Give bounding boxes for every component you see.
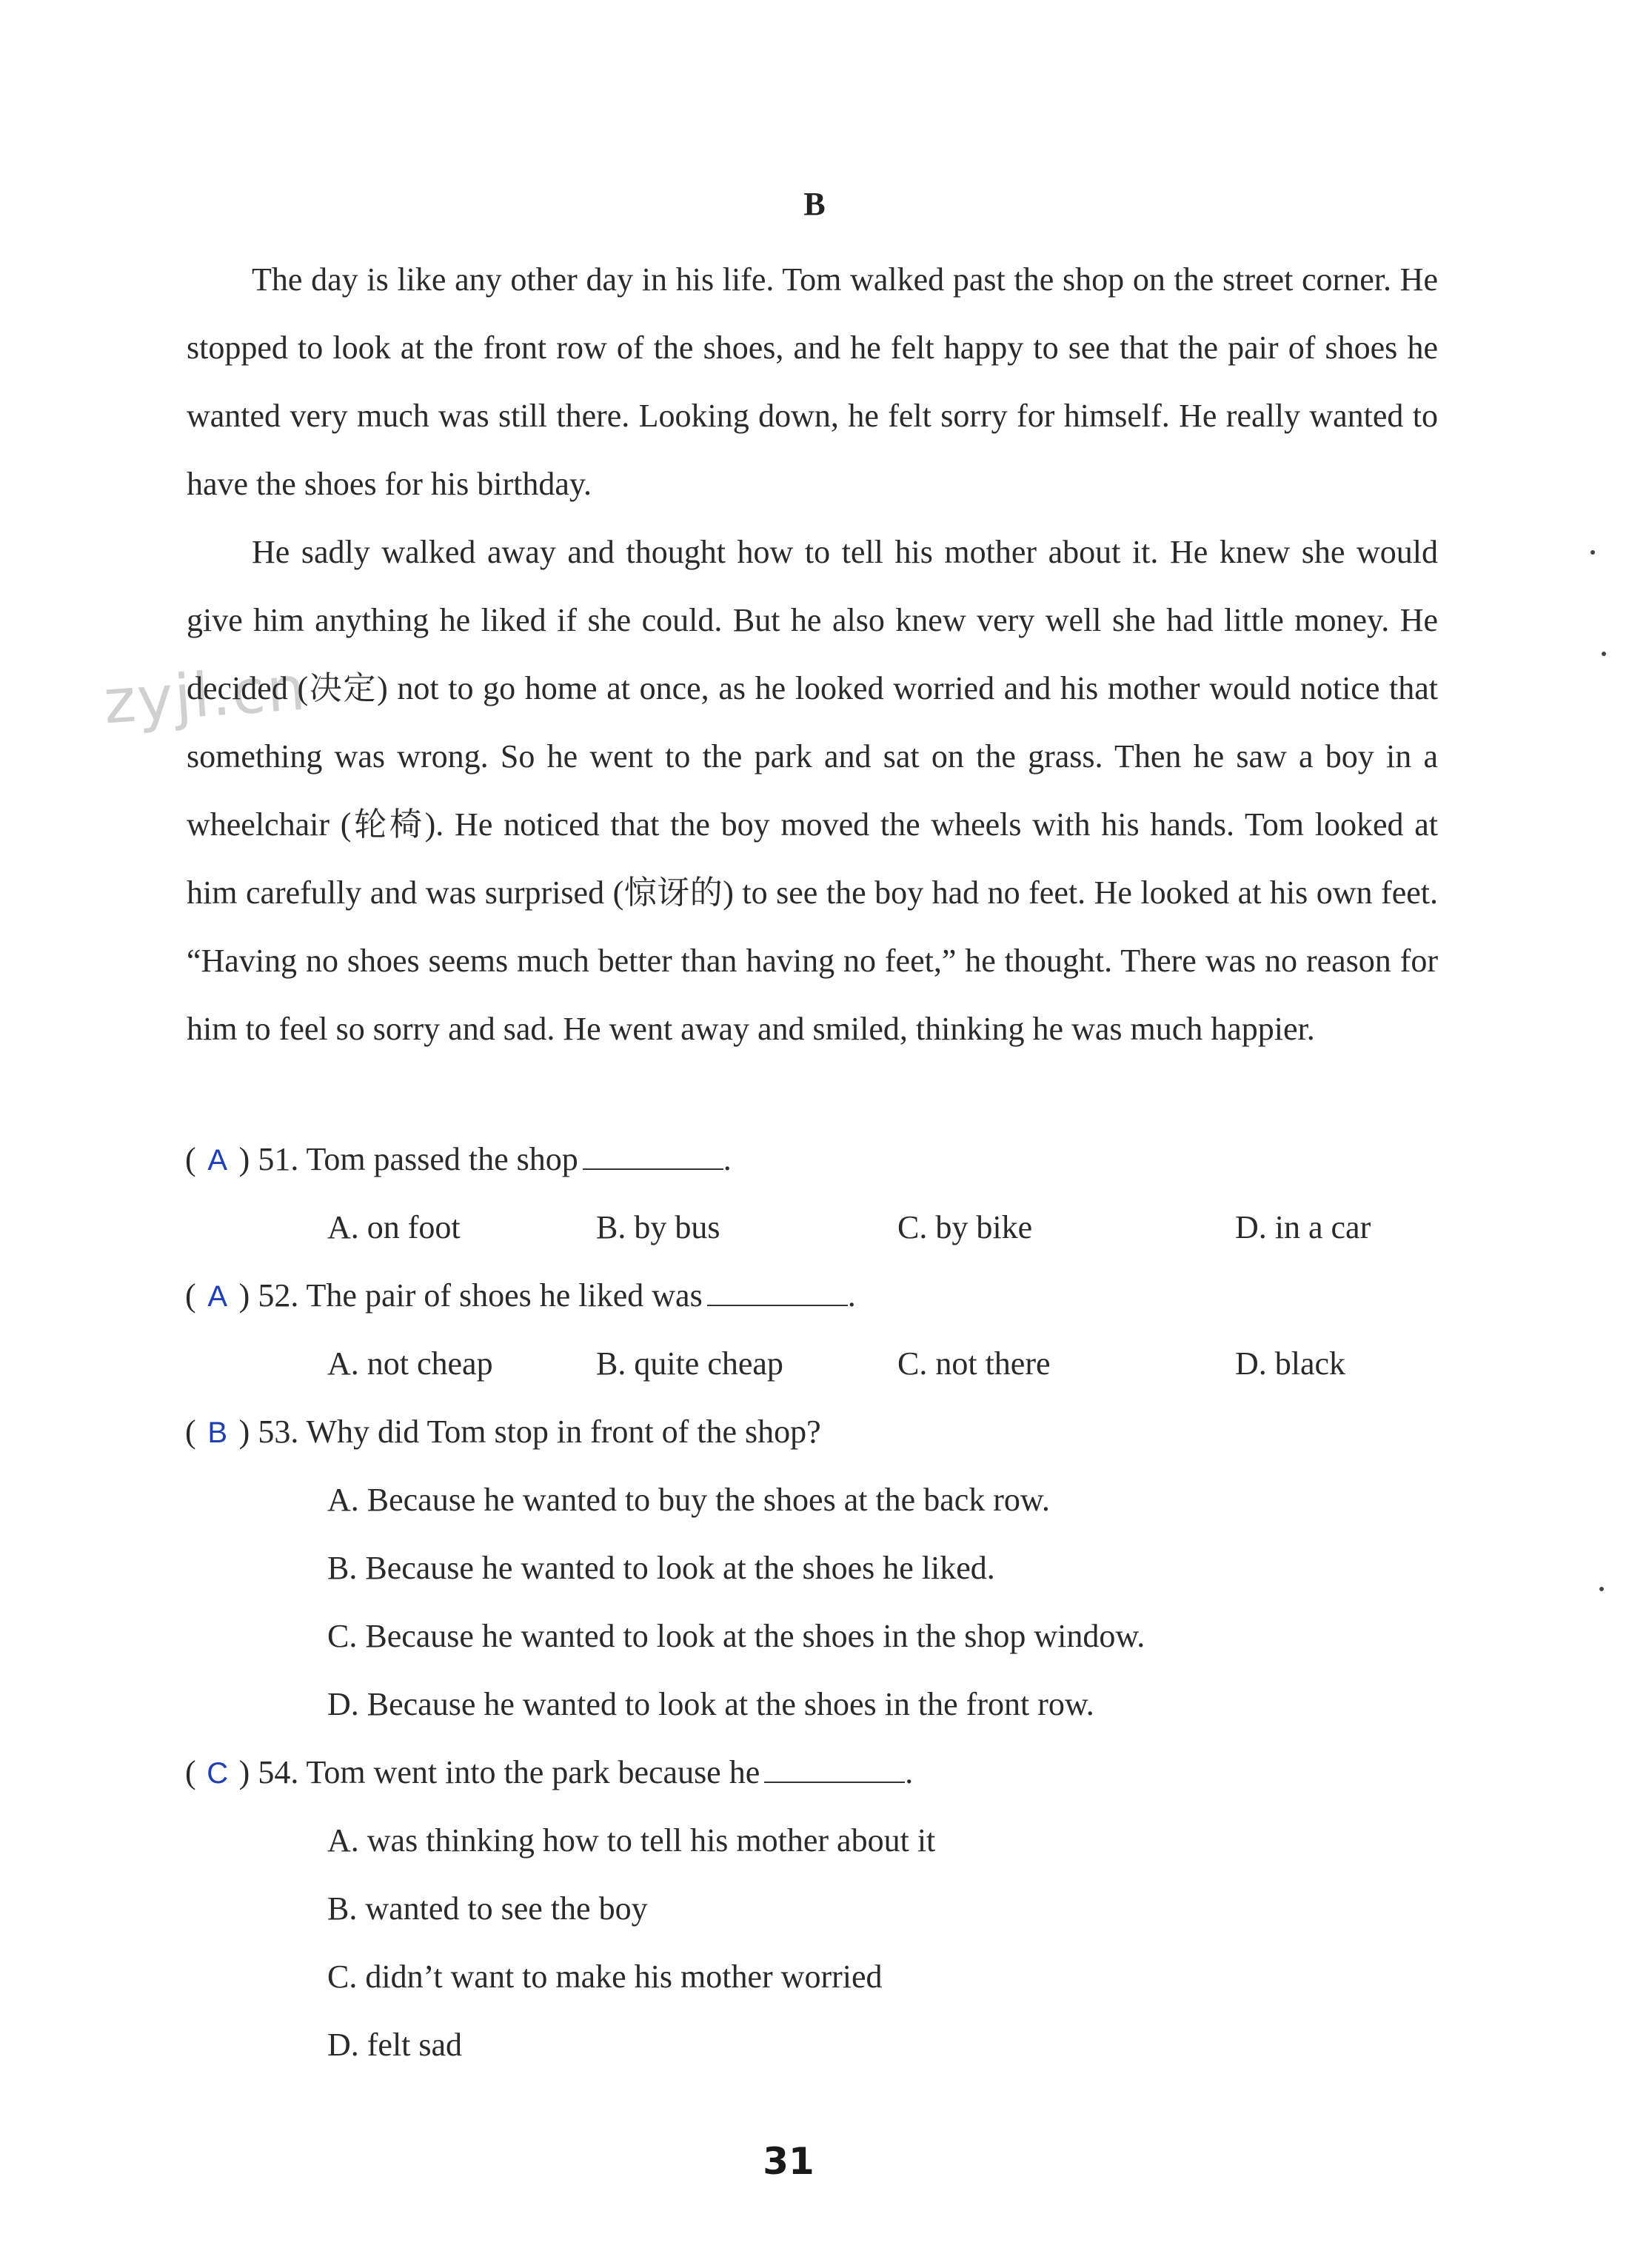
question-52-stem bbox=[185, 1262, 1444, 1330]
passage-paragraph-1: The day is like any other day in his life. Tom walked past the shop on the street corner. He stopped to look at the front row of the shoes, and he felt happy to see that the pair of shoes he wanted very much was still there. Looking down, he felt sorry for himself. He really wanted to have the shoes for his birthday. bbox=[187, 261, 1438, 502]
option-c: C. Because he wanted to look at the shoes in the shop window. bbox=[327, 1618, 1145, 1654]
question-53-answer: B bbox=[207, 1416, 227, 1449]
answer-blank bbox=[764, 1759, 905, 1783]
question-53-stem bbox=[185, 1398, 1444, 1466]
open-paren: ( bbox=[185, 1414, 196, 1450]
question-54-end: . bbox=[905, 1754, 914, 1790]
option-d: D. black bbox=[1235, 1345, 1346, 1382]
option-d: D. felt sad bbox=[327, 2027, 463, 2063]
question-51-options bbox=[185, 1194, 1444, 1262]
option-a: A. was thinking how to tell his mother about it bbox=[327, 1822, 936, 1859]
answer-blank bbox=[707, 1282, 848, 1306]
reading-passage bbox=[187, 246, 1438, 1063]
question-51-end: . bbox=[723, 1141, 732, 1177]
page-number: 31 bbox=[763, 2140, 814, 2183]
section-title: B bbox=[803, 186, 826, 222]
question-list bbox=[185, 1125, 1444, 2079]
scan-speck bbox=[1590, 550, 1595, 555]
question-51-text: Tom passed the shop bbox=[306, 1141, 578, 1177]
option-d: D. in a car bbox=[1235, 1209, 1371, 1245]
option-b: B. wanted to see the boy bbox=[327, 1890, 648, 1927]
option-a: A. not cheap bbox=[327, 1345, 493, 1382]
question-52-answer: A bbox=[207, 1280, 227, 1313]
option-c: C. didn’t want to make his mother worried bbox=[327, 1958, 883, 1995]
option-c: C. by bike bbox=[897, 1209, 1033, 1245]
question-53-number: 53. bbox=[258, 1414, 299, 1450]
question-51-number: 51. bbox=[258, 1141, 299, 1177]
option-b: B. quite cheap bbox=[596, 1345, 783, 1382]
question-52-text: The pair of shoes he liked was bbox=[306, 1277, 703, 1314]
option-b: B. by bus bbox=[596, 1209, 720, 1245]
answer-blank bbox=[583, 1146, 723, 1170]
question-54-stem bbox=[185, 1739, 1444, 1807]
question-54-number: 54. bbox=[258, 1754, 299, 1790]
passage-paragraph-2: He sadly walked away and thought how to tell his mother about it. He knew she would give him anything he liked if she could. But he also knew very well she had little money. He decided (决定) not to go home at once, as he looked worried and his mother would notice that something was wrong. So he went to the park and sat on the grass. Then he saw a boy in a wheelchair (轮椅). He noticed that the boy moved the wheels with his hands. Tom looked at him carefully and was surprised (惊讶的) to see the boy had no feet. He looked at his own feet. “Having no shoes seems much better than having no feet,” he thought. There was no reason for him to feel so sorry and sad. He went away and smiled, thinking he was much happier. bbox=[187, 534, 1438, 1047]
question-53-text: Why did Tom stop in front of the shop? bbox=[306, 1414, 821, 1450]
scan-speck bbox=[1602, 652, 1606, 656]
scan-speck bbox=[1599, 1587, 1604, 1591]
question-51-stem bbox=[185, 1125, 1444, 1194]
option-a: A. on foot bbox=[327, 1209, 461, 1245]
close-paren: ) bbox=[238, 1754, 250, 1790]
question-52-end: . bbox=[847, 1277, 856, 1314]
option-d: D. Because he wanted to look at the shoes in the front row. bbox=[327, 1686, 1094, 1722]
question-52-number: 52. bbox=[258, 1277, 299, 1314]
watermark-logo: zyjl.cn bbox=[101, 653, 310, 738]
question-51-answer: A bbox=[207, 1144, 227, 1177]
question-54-answer: C bbox=[207, 1757, 229, 1790]
close-paren: ) bbox=[238, 1414, 250, 1450]
question-52-options bbox=[185, 1330, 1444, 1398]
close-paren: ) bbox=[238, 1141, 250, 1177]
open-paren: ( bbox=[185, 1141, 196, 1177]
option-c: C. not there bbox=[897, 1345, 1051, 1382]
open-paren: ( bbox=[185, 1277, 196, 1314]
option-a: A. Because he wanted to buy the shoes at the back row. bbox=[327, 1482, 1050, 1518]
option-b: B. Because he wanted to look at the shoes he liked. bbox=[327, 1550, 995, 1586]
close-paren: ) bbox=[238, 1277, 250, 1314]
question-54-text: Tom went into the park because he bbox=[306, 1754, 760, 1790]
open-paren: ( bbox=[185, 1754, 196, 1790]
